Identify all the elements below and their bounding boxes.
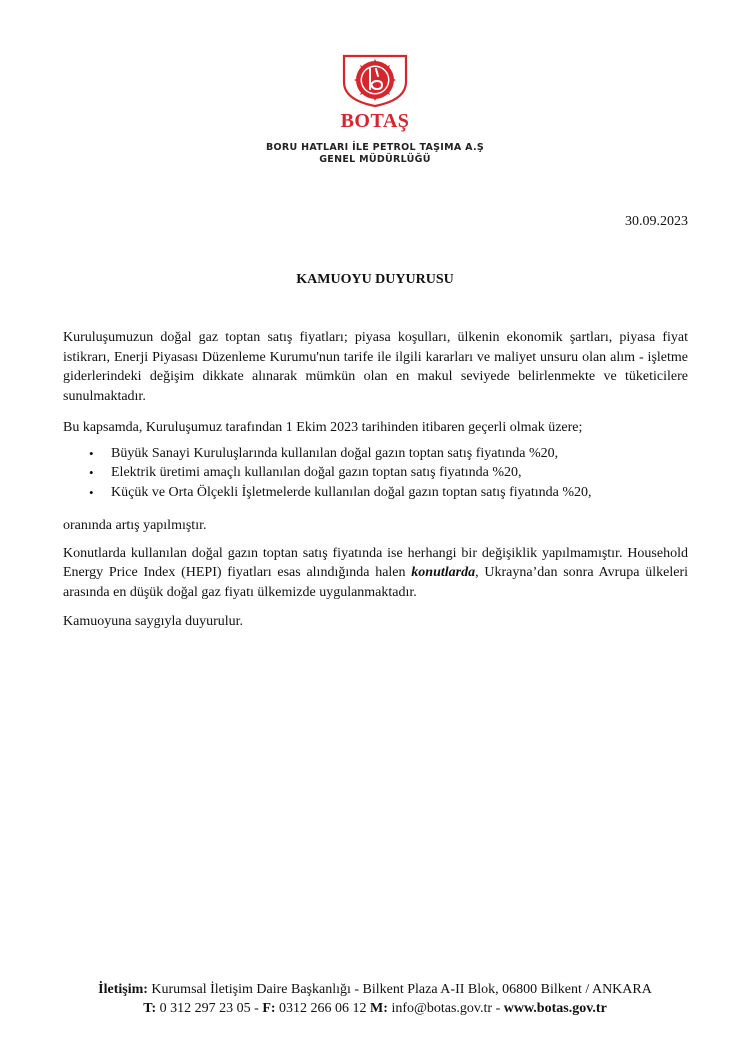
contact-address: Kurumsal İletişim Daire Başkanlığı - Bilkent Plaza A-II Blok, 06800 Bilkent / ANKARA <box>147 982 652 997</box>
list-item: • Büyük Sanayi Kuruluşlarında kullanılan doğal gazın toptan satış fiyatında %20, <box>111 444 688 464</box>
brand-name: BOTAŞ <box>340 110 410 132</box>
paragraph-increase: oranında artış yapılmıştır. <box>63 518 207 533</box>
price-increase-list <box>63 444 688 503</box>
phone-label: T: <box>143 1001 157 1016</box>
paragraph-residential <box>63 544 688 603</box>
phone-number: 0 312 297 23 05 - <box>156 1001 263 1016</box>
list-item: • Elektrik üretimi amaçlı kullanılan doğal gazın toptan satış fiyatında %20, <box>111 463 688 483</box>
fax-number: 0312 266 06 12 <box>275 1001 371 1016</box>
residential-text-b: , Ukrayna’dan sonra Avrupa ülkeleri arasında en düşük doğal gaz fiyatı ülkemizde uygulanmaktadır. <box>63 565 688 600</box>
fax-label: F: <box>262 1001 276 1016</box>
list-item: • Küçük ve Orta Ölçekli İşletmelerde kullanılan doğal gazın toptan satış fiyatında %20, <box>111 483 688 503</box>
footer-phones <box>0 1001 750 1017</box>
mail-label: M: <box>370 1001 388 1016</box>
paragraph-closing: Kamuoyuna saygıyla duyurulur. <box>63 614 244 629</box>
announcement-body <box>63 328 688 632</box>
announcement-title: KAMUOYU DUYURUSU <box>296 272 454 287</box>
botas-logo <box>340 52 410 108</box>
paragraph-scope: Bu kapsamda, Kuruluşumuz tarafından 1 Ekim 2023 tarihinden itibaren geçerli olmak üzere; <box>63 420 583 435</box>
footer-contact <box>0 982 750 998</box>
paragraph-intro: Kuruluşumuzun doğal gaz toptan satış fiyatları; piyasa koşulları, ülkenin ekonomik şartları, piyasa fiyat istikrarı, Enerji Piyasası Düzenleme Kurumu'nun tarife ile ilgili kararları ve maliyet unsuru olan alım - işletme giderlerindeki değişim dikkate alınarak mümkün olan en makul seviyede belirlenmekte ve tüketicilere sunulmaktadır. <box>63 330 688 404</box>
contact-label: İletişim: <box>98 982 148 997</box>
residential-emphasis: konutlarda <box>411 565 476 580</box>
company-subtitle: GENEL MÜDÜRLÜĞÜ <box>319 154 431 165</box>
announcement-date: 30.09.2023 <box>625 214 688 229</box>
email-address: info@botas.gov.tr - <box>387 1001 504 1016</box>
website-link[interactable]: www.botas.gov.tr <box>503 1001 607 1016</box>
residential-text-a: Konutlarda kullanılan doğal gazın toptan satış fiyatında ise herhangi bir değişiklik yapılmamıştır. Household Energy Price Index (HEPI) fiyatları esas alındığında halen <box>63 545 688 580</box>
company-name: BORU HATLARI İLE PETROL TAŞIMA A.Ş <box>265 142 485 153</box>
